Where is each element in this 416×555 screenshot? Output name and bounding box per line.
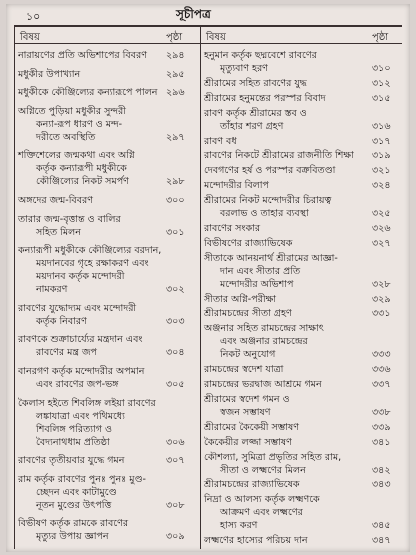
toc-entry-line: মধুকীর উপাখ্যান xyxy=(18,68,81,80)
left-border xyxy=(14,25,15,549)
toc-entry-line: ময়দানব কর্তৃক মন্দোদরী xyxy=(36,271,125,283)
toc-page-number: ৩০৫ xyxy=(166,379,185,390)
toc-page-number: ২৯৮ xyxy=(166,176,185,188)
toc-entry-line: শ্রীরামের হনুমন্তের পরস্পর বিবাদ xyxy=(204,92,326,104)
toc-entry-line: নিদ্রা ও আলস্য কর্তৃক লক্ষ্মণকে xyxy=(204,494,320,506)
toc-entry-line: এবং অঞ্জনার রামচন্দ্রের xyxy=(220,336,308,348)
toc-entry-line: কৈকেয়ীর লজ্জা সম্ভাষণ xyxy=(204,436,292,448)
toc-page-number: ৩০২ xyxy=(166,284,185,296)
toc-page-number: ৩০৪ xyxy=(166,347,185,359)
toc-entry-line: স্বজন সম্ভাষণ xyxy=(220,406,271,418)
toc-entry-line: মন্দোদরীর অভিশাপ xyxy=(220,278,294,290)
toc-entry-line: সীতাকে আনয়নার্থ শ্রীরামের আজ্ঞা- xyxy=(204,252,338,264)
toc-page-number: ৩১৯ xyxy=(372,150,391,162)
toc-page-number: ৩২৬ xyxy=(372,222,391,234)
toc-page-number: ৩৩৭ xyxy=(372,379,391,390)
toc-entry-line: শ্রীরামের সহিত রাবণের যুদ্ধ xyxy=(204,77,307,89)
toc-entry-line: দান এবং সীতার প্রতি xyxy=(220,265,301,277)
toc-entry-line: কৈলাস হইতে শিবলিঙ্গ লইয়া রাবণের xyxy=(18,397,156,409)
toc-page-number: ৩২৭ xyxy=(372,237,391,249)
left-page-header: পৃষ্ঠা xyxy=(166,32,183,43)
toc-page-number: ৩৪১ xyxy=(372,436,391,448)
toc-entry-line: শিবলিঙ্গ পরিত্যাগ ও xyxy=(36,423,113,435)
toc-entry-line: রাবণের তৃতীয়বার যুদ্ধে গমন xyxy=(18,455,125,467)
toc-entry-line: রাবণের নিকটে শ্রীরামের রাজনীতি শিক্ষা xyxy=(204,150,354,162)
toc-entry-line: কন্যা-রূপ ধারণ ও মন্দ- xyxy=(36,118,123,130)
toc-page-number: ২৯৫ xyxy=(166,68,185,80)
page-number: ১০ xyxy=(26,10,41,23)
toc-page-number: ৩৪২ xyxy=(372,464,391,476)
book-page xyxy=(6,4,410,552)
page-title: সূচীপত্র xyxy=(176,7,211,21)
toc-entry-line: অঙ্গদের জন্ম-বিবরণ xyxy=(18,195,93,206)
toc-entry-line: রাবণের যুদ্ধোদ্যম এবং মন্দোদরী xyxy=(18,302,137,314)
toc-entry-line: নামকরণ xyxy=(36,284,68,296)
toc-entry-line: আক্রমণ এবং লক্ষ্মণের xyxy=(220,507,303,519)
toc-entry-line: মধুকীকে কৌঞ্জিল্যের কন্যারূপে পালন xyxy=(18,87,158,99)
toc-page-number: ৩০৭ xyxy=(166,455,185,467)
toc-entry-line: এবং রাবণের জপ-ভঙ্গ xyxy=(36,379,119,390)
toc-page-number: ২৯৪ xyxy=(166,50,185,61)
toc-page-number: ৩২৮ xyxy=(372,278,391,290)
toc-page-number: ৩২৫ xyxy=(372,208,391,219)
toc-entry-line: লক্ষ্মণের হাস্যের পরিচয় দান xyxy=(204,535,308,547)
toc-page-number: ৩১৭ xyxy=(372,135,391,147)
toc-entry-line: শ্রীরামের কৈকেয়ী সম্ভাষণ xyxy=(204,421,300,433)
toc-entry-line: দেবগণের হর্ষ ও পরস্পর বক্রবিতণ্ডা xyxy=(204,165,336,177)
toc-entry-line: রামচন্দ্রের স্বদেশ যাত্রা xyxy=(204,364,284,376)
toc-entry-line: বিভীষণ কর্তৃক রামকে রাবণের xyxy=(18,518,129,530)
right-subject-header: বিষয় xyxy=(206,32,226,43)
toc-entry-line: বৈদ্যনাথধাম প্রতিষ্ঠা xyxy=(36,436,110,448)
toc-entry-line: মৃত্যুর উপায় জ্ঞাপন xyxy=(36,531,109,543)
toc-page-number: ৩৪৭ xyxy=(372,535,391,547)
toc-page-number: ৩০৮ xyxy=(166,499,185,511)
toc-page-number: ৩০৩ xyxy=(166,315,185,327)
toc-entry-line: সীতা ও লক্ষ্মণের মিলন xyxy=(220,464,306,476)
right-page-header: পৃষ্ঠা xyxy=(372,32,389,43)
toc-page-number: ৩৪৫ xyxy=(372,520,391,532)
toc-page-number: ৩৩১ xyxy=(372,308,391,320)
toc-entry-line: রামচন্দ্রের ভরদ্বাজ আশ্রমে গমন xyxy=(204,379,322,390)
toc-page-number: ৩০১ xyxy=(166,226,185,238)
toc-page-number: ৩০০ xyxy=(166,195,185,206)
toc-page-number: ৩০৬ xyxy=(166,436,185,448)
toc-entry-line: রাবণ কর্তৃক শ্রীরামের স্তব ও xyxy=(204,107,307,119)
toc-entry-line: নূতন মুণ্ডের উৎপত্তি xyxy=(36,499,112,511)
toc-entry-line: রাবণ বধ xyxy=(204,135,237,147)
toc-entry-line: কর্তৃক কন্যারূপী মধুকীকে xyxy=(36,163,127,175)
toc-entry-line: অঞ্জনার সহিত রামচন্দ্রের সাক্ষাৎ xyxy=(204,323,324,335)
toc-entry-line: তারার জন্ম-বৃত্তান্ত ও বালির xyxy=(18,213,121,225)
toc-entry-line: ময়দানবের গৃহে রক্ষাকরণ এবং xyxy=(36,258,149,270)
header-rule xyxy=(14,25,402,27)
toc-entry-line: অগ্নিতে পুড়িয়া মধুকীর সুন্দরী xyxy=(18,105,126,117)
toc-page-number: ৩৩৯ xyxy=(372,421,391,433)
toc-entry-line: রাম কর্তৃক রাবণের পুনঃ পুনঃ মুণ্ড- xyxy=(18,473,146,485)
toc-entry-line: তাঁহার শরণ গ্রহণ xyxy=(220,120,284,132)
toc-entry-line: হনুমান কর্তৃক ছদ্মবেশে রাবণের xyxy=(204,50,317,61)
toc-page-number: ৩৪৩ xyxy=(372,479,391,491)
toc-entry-line: মৃত্যুবাণ হরণ xyxy=(220,63,268,74)
toc-entry-line: নারায়ণের প্রতি অভিশাপের বিবরণ xyxy=(18,50,147,61)
toc-entry-line: শ্রীরামের স্বদেশ গমন ও xyxy=(204,393,290,405)
toc-entry-line: শ্রীরামচন্দ্রের রাজ্যাভিষেক xyxy=(204,479,300,491)
toc-entry-line: বানরগণ কর্তৃক মন্দোদরীর অপমান xyxy=(18,366,145,377)
toc-page-number: ৩৩৮ xyxy=(372,406,391,418)
page-header xyxy=(6,4,410,26)
toc-page-number: ৩১০ xyxy=(372,63,391,74)
toc-page-number: ৩১২ xyxy=(372,77,391,89)
toc-page-number: ৩২৯ xyxy=(372,293,391,305)
toc-page-number: ৩৩৬ xyxy=(372,364,391,376)
toc-page-number: ৩১৬ xyxy=(372,120,391,132)
toc-entry-line: হাস্য করণ xyxy=(220,520,258,532)
toc-entry-line: চ্ছেদন এবং কাটামুণ্ডে xyxy=(36,486,117,498)
toc-page-number: ২৯৬ xyxy=(166,87,185,99)
toc-entry-line: কৌশল্যা, সুমিত্রা প্রভৃতির সহিত রাম, xyxy=(204,451,342,463)
toc-entry-line: শক্তিশেলের জন্মকথা এবং অগ্নি xyxy=(18,150,135,162)
toc-entry-line: শ্রীরামচন্দ্রের সীতা গ্রহণ xyxy=(204,308,292,320)
toc-entry-line: কর্তৃক নিবারণ xyxy=(36,315,87,327)
toc-entry-line: মন্দোদরীর বিলাপ xyxy=(204,180,269,192)
toc-page-number: ৩২৪ xyxy=(372,180,391,192)
toc-page-number: ৩২১ xyxy=(372,165,391,177)
toc-entry-line: কৌঞ্জিল্যের নিকট সমর্পণ xyxy=(36,176,129,188)
toc-page-number: ৩৩৩ xyxy=(372,349,391,361)
toc-entry-line: শ্রীরামের নিকট মন্দোদরীর চিরায়ত্ব xyxy=(204,195,332,206)
toc-entry-line: বিভীষণের রাজ্যাভিষেক xyxy=(204,237,293,249)
toc-entry-line: দরীতে অবস্থিতি xyxy=(36,131,96,143)
toc-entry-line: রাবণের মন্ত্র জপ xyxy=(36,347,97,359)
toc-entry-line: লঙ্কাযাত্রা এবং পথিমধ্যে xyxy=(36,410,125,422)
left-subject-header: বিষয় xyxy=(20,32,40,43)
column-divider xyxy=(200,25,201,549)
toc-entry-line: বরলাভ ও তাহার ব্যবস্থা xyxy=(220,208,309,219)
toc-page-number: ২৯৭ xyxy=(166,131,185,143)
toc-entry-line: নিকট অনুযোগ xyxy=(220,349,276,361)
toc-entry-line: রাবণকে শুক্রাচার্য্যের মন্ত্রদান এবং xyxy=(18,334,143,346)
toc-entry-line: সহিত মিলন xyxy=(36,226,81,238)
toc-page-number: ৩০৯ xyxy=(166,531,185,543)
toc-entry-line: রাবণের সংকার xyxy=(204,222,261,234)
toc-entry-line: কন্যারূপী মধুকীকে কৌঞ্জিল্যের বরদান, xyxy=(18,245,162,257)
toc-entry-line: সীতার অগ্নি-পরীক্ষা xyxy=(204,293,277,305)
toc-page-number: ৩১৫ xyxy=(372,92,391,104)
